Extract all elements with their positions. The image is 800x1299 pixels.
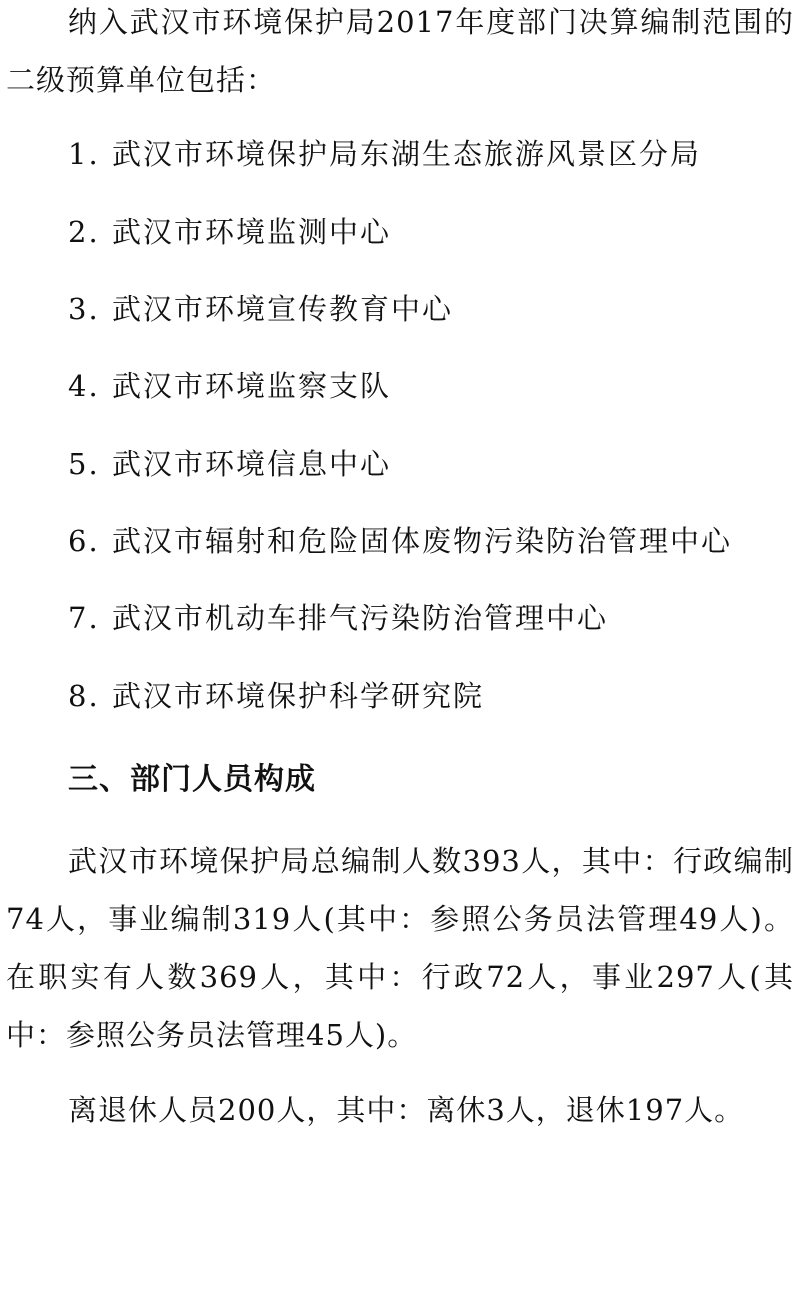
list-item	[68, 366, 391, 406]
section-heading: 三、部门人员构成	[68, 762, 316, 797]
list-item-name: 武汉市环境保护局东湖生态旅游风景区分局	[112, 137, 702, 171]
list-item-number: 5.	[68, 447, 100, 481]
intro-paragraph: 纳入武汉市环境保护局2017年度部门决算编制范围的二级预算单位包括：	[6, 5, 794, 97]
list-item-number: 1.	[68, 137, 100, 171]
staffing-paragraph: 武汉市环境保护局总编制人数393人，其中：行政编制74人，事业编制319人(其中：参照公务员法管理49人)。在职实有人数369人，其中：行政72人，事业297人(其中：参照公务员法管理45人)。	[6, 844, 794, 1052]
list-item	[68, 134, 701, 174]
list-item	[68, 521, 732, 561]
list-item	[68, 289, 453, 329]
retirees-paragraph: 离退休人员200人，其中：离休3人，退休197人。	[68, 1093, 745, 1127]
list-item-name: 武汉市环境信息中心	[112, 447, 392, 481]
list-item-number: 6.	[68, 524, 100, 558]
list-item-name: 武汉市辐射和危险固体废物污染防治管理中心	[112, 524, 733, 558]
list-item-name: 武汉市机动车排气污染防治管理中心	[112, 601, 609, 635]
list-item	[68, 444, 391, 484]
list-item-number: 8.	[68, 679, 100, 713]
list-item-number: 2.	[68, 215, 100, 249]
list-item	[68, 598, 608, 638]
list-item-number: 4.	[68, 369, 100, 403]
list-item-name: 武汉市环境监测中心	[112, 215, 392, 249]
list-item	[68, 676, 484, 716]
list-item-name: 武汉市环境监察支队	[112, 369, 392, 403]
list-item	[68, 212, 391, 252]
list-item-name: 武汉市环境宣传教育中心	[112, 292, 454, 326]
list-item-name: 武汉市环境保护科学研究院	[112, 679, 485, 713]
list-item-number: 3.	[68, 292, 100, 326]
list-item-number: 7.	[68, 601, 100, 635]
